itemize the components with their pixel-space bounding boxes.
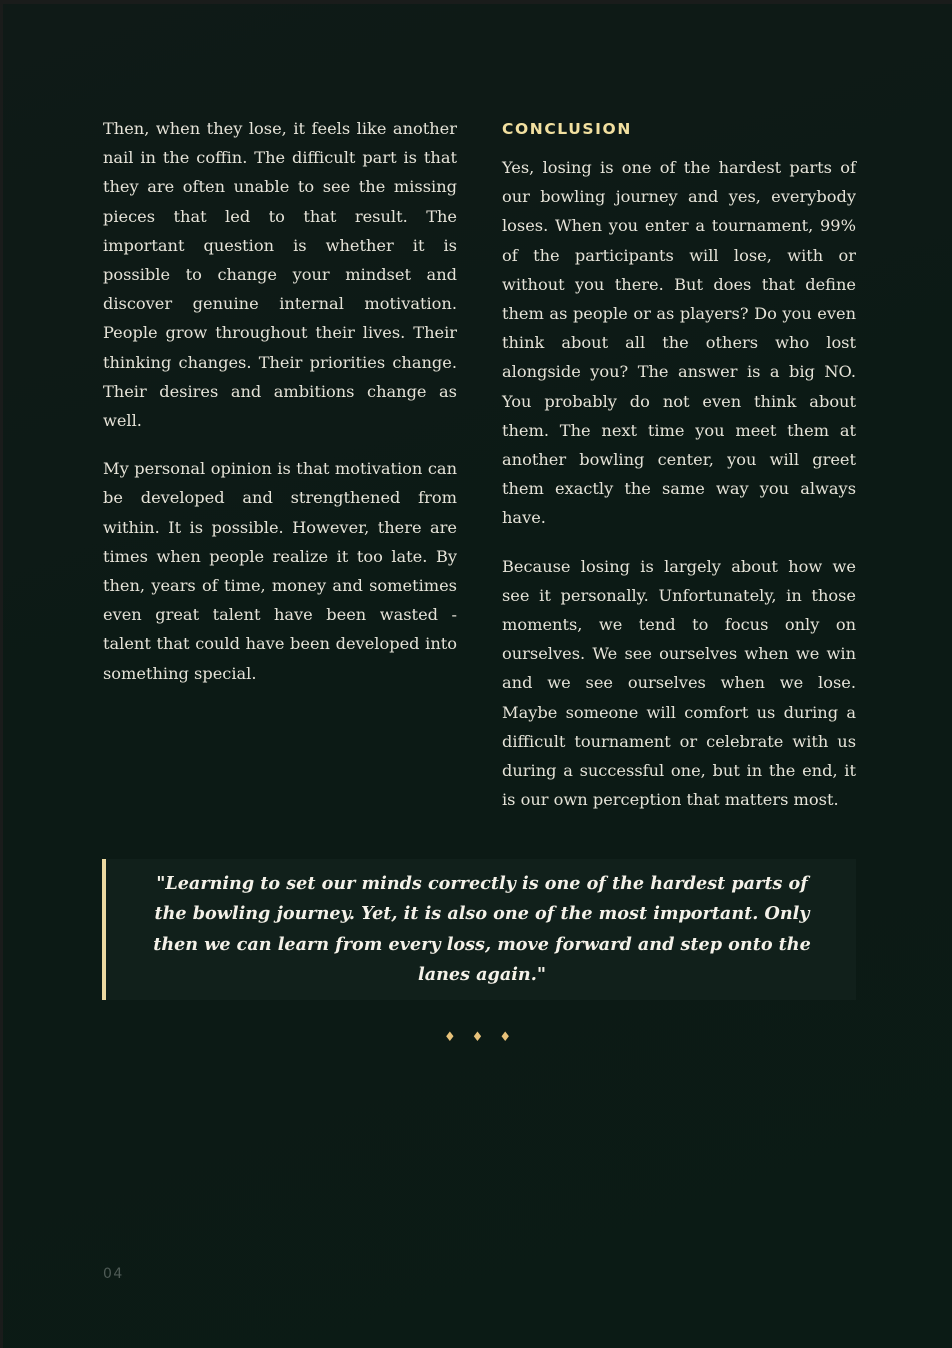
diamond-icon: ♦ [499,1030,511,1045]
right-paragraph-1: Yes, losing is one of the hardest parts of our bowling journey and yes, everybody loses. When you enter a tournament, 99% of the participants will lose, with or without you there. But does that define them as people or as players? Do you even think about all the others who lost alongside you? The answer is a big NO. You probably do not even think about them. The next time you meet them at another bowling center, you will greet them exactly the same way you always have. [502,158,856,528]
left-paragraph-2: My personal opinion is that motivation can be developed and strengthened from within. It is possible. However, there are times when people realize it too late. By then, years of time, money and sometimes even great talent have been wasted - talent that could have been developed into something special. [103,459,457,683]
section-heading-conclusion: CONCLUSION [502,120,632,138]
pull-quote-text: "Learning to set our minds correctly is one of the hardest parts of the bowling journey. Yet, it is also one of the most important. Only then we can learn from every loss, move forward and step onto the lanes again." [153,872,811,985]
document-page [3,4,952,1348]
right-paragraph-2: Because losing is largely about how we see it personally. Unfortunately, in those moments, we tend to focus only on ourselves. We see ourselves when we win and we see ourselves when we lose. Maybe someone will comfort us during a difficult tournament or celebrate with us during a successful one, but in the end, it is our own perception that matters most. [502,556,856,810]
diamond-icon: ♦ [471,1030,484,1045]
diamond-icon: ♦ [444,1030,456,1045]
section-divider-ornament [3,1030,952,1045]
pull-quote-box [102,859,856,1000]
left-paragraph-1: Then, when they lose, it feels like another nail in the coffin. The difficult part is that they are often unable to see the missing pieces that led to that result. The important question is whether it is possible to change your mindset and discover genuine internal motivation. People grow throughout their lives. Their thinking changes. Their priorities change. Their desires and ambitions change as well. [103,119,457,431]
left-column [103,114,457,707]
right-column [502,117,856,833]
page-number: 04 [103,1266,124,1282]
